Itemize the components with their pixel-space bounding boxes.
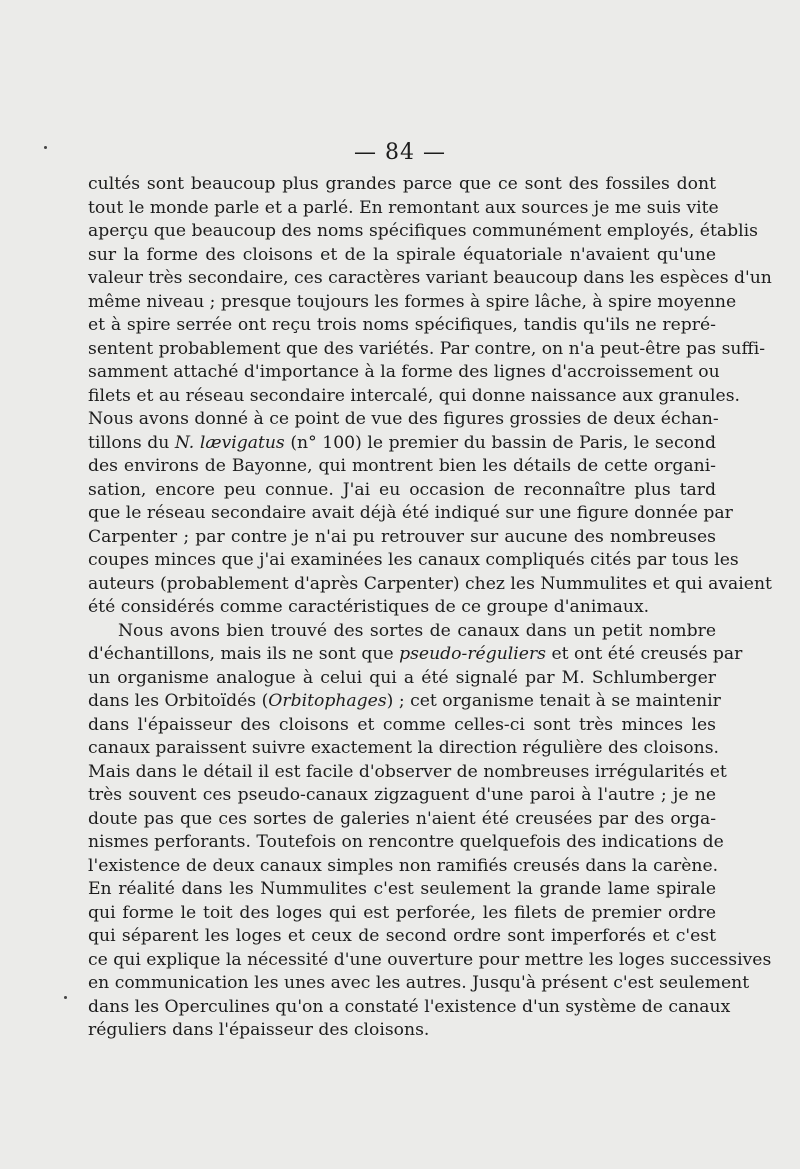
text-line: réguliers dans l'épaisseur des cloisons.: [88, 1020, 430, 1040]
text-line: qui forme le toit des loges qui est perforée, les filets de premier ordre: [88, 902, 716, 923]
text-line: qui séparent les loges et ceux de second ordre sont imperforés et c'est: [88, 926, 716, 946]
text-line: sur la forme des cloisons et de la spirale équatoriale n'avaient qu'une: [88, 244, 716, 265]
text-line: cultés sont beaucoup plus grandes parce que ce sont des fossiles dont: [88, 174, 716, 194]
text-line: nismes perforants. Toutefois on rencontre quelquefois des indications de: [88, 832, 724, 852]
text-line: des environs de Bayonne, qui montrent bien les détails de cette organi-: [88, 456, 716, 476]
text-line: que le réseau secondaire avait déjà été indiqué sur une figure donnée par: [88, 503, 733, 523]
text-line: En réalité dans les Nummulites c'est seulement la grande lame spirale: [88, 879, 716, 899]
page-number: — 84 —: [354, 140, 446, 165]
text-line: coupes minces que j'ai examinées les canaux compliqués cités par tous les: [88, 550, 739, 570]
text-line: Carpenter ; par contre je n'ai pu retrouver sur aucune des nombreuses: [88, 526, 716, 547]
text-line: canaux paraissent suivre exactement la direction régulière des cloisons.: [88, 738, 719, 758]
text-line: sentent probablement que des variétés. Par contre, on n'a peut-être pas suffi-: [88, 338, 766, 359]
text-line: dans l'épaisseur des cloisons et comme celles-ci sont très minces les: [88, 714, 716, 735]
text-line: Nous avons bien trouvé des sortes de canaux dans un petit nombre: [118, 620, 716, 641]
italic-term: Orbitophages: [268, 691, 387, 711]
text-line: tout le monde parle et a parlé. En remontant aux sources je me suis vite: [88, 197, 719, 218]
text-line: filets et au réseau secondaire intercalé, qui donne naissance aux granules.: [88, 385, 740, 406]
text-line: dans les Operculines qu'on a constaté l'existence d'un système de canaux: [88, 996, 731, 1017]
text-line: doute pas que ces sortes de galeries n'aient été creusées par des orga-: [88, 808, 716, 829]
text-line: valeur très secondaire, ces caractères variant beaucoup dans les espèces d'un: [88, 268, 772, 288]
text-line: très souvent ces pseudo-canaux zigzaguent d'une paroi à l'autre ; je ne: [88, 785, 716, 805]
italic-term: pseudo-réguliers: [399, 644, 546, 664]
text-line: d'échantillons, mais ils ne sont que pseudo-réguliers et ont été creusés par: [88, 644, 743, 664]
text-line: un organisme analogue à celui qui a été signalé par M. Schlumberger: [88, 667, 716, 688]
text-line: même niveau ; presque toujours les formes à spire lâche, à spire moyenne: [88, 291, 737, 312]
text-line: sation, encore peu connue. J'ai eu occasion de reconnaître plus tard: [88, 479, 716, 500]
text-line: tillons du N. lævigatus (n° 100) le premier du bassin de Paris, le second: [88, 432, 717, 453]
text-line: Nous avons donné à ce point de vue des figures grossies de deux échan-: [88, 409, 719, 429]
text-line: et à spire serrée ont reçu trois noms spécifiques, tandis qu'ils ne repré-: [88, 315, 716, 335]
text-line: ce qui explique la nécessité d'une ouverture pour mettre les loges successives: [88, 949, 772, 970]
text-line: dans les Orbitoïdés (Orbitophages) ; cet organisme tenait à se maintenir: [88, 691, 721, 711]
text-line: aperçu que beaucoup des noms spécifiques communément employés, établis: [88, 221, 758, 241]
text-line: en communication les unes avec les autres. Jusqu'à présent c'est seulement: [88, 973, 750, 993]
italic-term: N. lævigatus: [174, 432, 285, 453]
text-line: auteurs (probablement d'après Carpenter) chez les Nummulites et qui avaient: [88, 573, 772, 594]
text-line: été considérés comme caractéristiques de ce groupe d'animaux.: [88, 597, 650, 617]
text-line: samment attaché d'importance à la forme des lignes d'accroissement ou: [88, 362, 720, 382]
text-line: l'existence de deux canaux simples non ramifiés creusés dans la carène.: [88, 855, 719, 876]
margin-speck: [64, 996, 67, 999]
text-line: Mais dans le détail il est facile d'observer de nombreuses irrégularités et: [88, 761, 727, 782]
body-text: [88, 173, 772, 1043]
